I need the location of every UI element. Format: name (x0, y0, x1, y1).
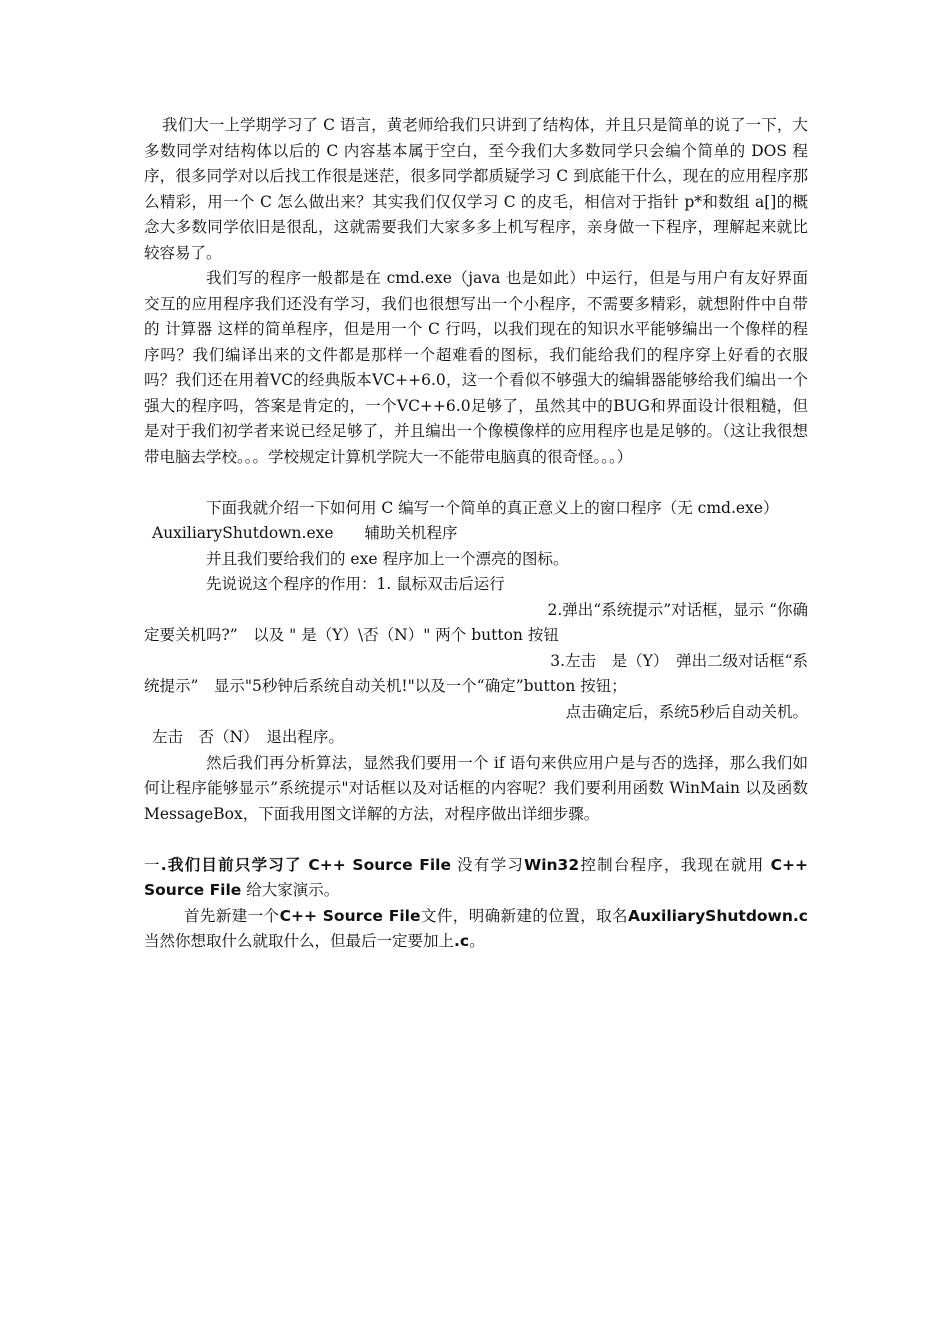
win32-term: Win32 (524, 855, 580, 874)
source-file-term: C++ Source File (308, 855, 451, 874)
section-text: 我们目前只学习了 (166, 855, 309, 874)
function-item-4: 左击 否（N） 退出程序。 (152, 728, 344, 746)
program-name-line: AuxiliaryShutdown.exe 辅助关机程序 (152, 524, 458, 542)
paragraph-program-function: 先说说这个程序的作用：1. 鼠标双击后运行 (206, 575, 505, 593)
paragraph-text: 文件，明确新建的位置，取名 (420, 906, 628, 925)
section-text: 给大家演示。 (241, 881, 340, 899)
paragraph-text: 首先新建一个 (184, 906, 280, 925)
blank-line (144, 470, 808, 496)
paragraph-text: 。 (469, 932, 485, 950)
blank-line (144, 827, 808, 853)
document-body (144, 113, 808, 955)
source-file-term: C++ Source File (279, 906, 421, 925)
section-number-dot: . (160, 855, 167, 874)
paragraph-cmd-programs: 我们写的程序一般都是在 cmd.exe（java 也是如此）中运行，但是与用户有友好界面交互的应用程序我们还没有学习，我们也很想写出一个小程序，不需要多精彩，就想附件中自带的 计算器 这样的简单程序，但是用一个 C 行吗，以我们现在的知识水平能够编出一个像样的程序吗？我们编译出来的文件都是那样一个超难看的图标，我们能给我们的程序穿上好看的衣服吗？我们还在用着VC的经典版本VC++6.0，这一个看似不够强大的编辑器能够给我们编出一个强大的程序吗，答案是肯定的，一个VC++6.0足够了，虽然其中的BUG和界面设计很粗糙，但是对于我们初学者来说已经足够了，并且编出一个像模像样的应用程序也是足够的。（这让我很想带电脑去学校。。。学校规定计算机学院大一不能带电脑真的很奇怪。。。） (144, 269, 808, 466)
section-one-heading (144, 853, 808, 904)
paragraph-text: 当然你想取什么就取什么，但最后一定要加上 (144, 932, 455, 950)
paragraph-introduce-window-program: 下面我就介绍一下如何用 C 编写一个简单的真正意义上的窗口程序（无 cmd.exe） (206, 498, 779, 517)
function-item-3-second-line: 统提示” 显示"5秒钟后系统自动关机!"以及一个“确定”button 按钮； (144, 677, 627, 695)
file-name-term: AuxiliaryShutdown.c (628, 906, 808, 925)
source-file-term: C++ Source File (144, 855, 808, 899)
paragraph-add-icon: 并且我们要给我们的 exe 程序加上一个漂亮的图标。 (206, 549, 569, 568)
paragraph-intro: 我们大一上学期学习了 C 语言，黄老师给我们只讲到了结构体，并且只是简单的说了一下，大多数同学对结构体以后的 C 内容基本属于空白，至今我们大多数同学只会编个简单的 DOS 程序，很多同学对以后找工作很是迷茫，很多同学都质疑学习 C 到底能干什么，现在的应用程序那么精彩，用一个 C 怎么做出来？其实我们仅仅学习 C 的皮毛，相信对于指针 p*和数组 a[]的概念大多数同学依旧是很乱，这就需要我们大家多多上机写程序，亲身做一下程序，理解起来就比较容易了。 (144, 116, 808, 262)
function-item-3-third-line: 点击确定后，系统5秒后自动关机。 (565, 702, 808, 721)
section-number: 一 (144, 855, 161, 874)
paragraph-new-file (144, 904, 808, 955)
section-text: 控制台程序，我现在就用 (579, 855, 771, 874)
extension-term: .c (454, 932, 470, 950)
function-item-2-first-line: 2.弹出“系统提示”对话框，显示 “你确 (547, 600, 808, 619)
function-item-2-second-line: 定要关机吗?” 以及 " 是（Y）\否（N）" 两个 button 按钮 (144, 626, 559, 644)
function-item-3-first-line: 3.左击 是（Y） 弹出二级对话框“系 (550, 651, 808, 670)
section-text: 没有学习 (450, 855, 525, 874)
paragraph-algorithm: 然后我们再分析算法，显然我们要用一个 if 语句来供应用户是与否的选择，那么我们如何让程序能够显示”系统提示"对话框以及对话框的内容呢？我们要利用函数 WinMain 以及函数 MessageBox，下面我用图文详解的方法，对程序做出详细步骤。 (144, 753, 808, 823)
